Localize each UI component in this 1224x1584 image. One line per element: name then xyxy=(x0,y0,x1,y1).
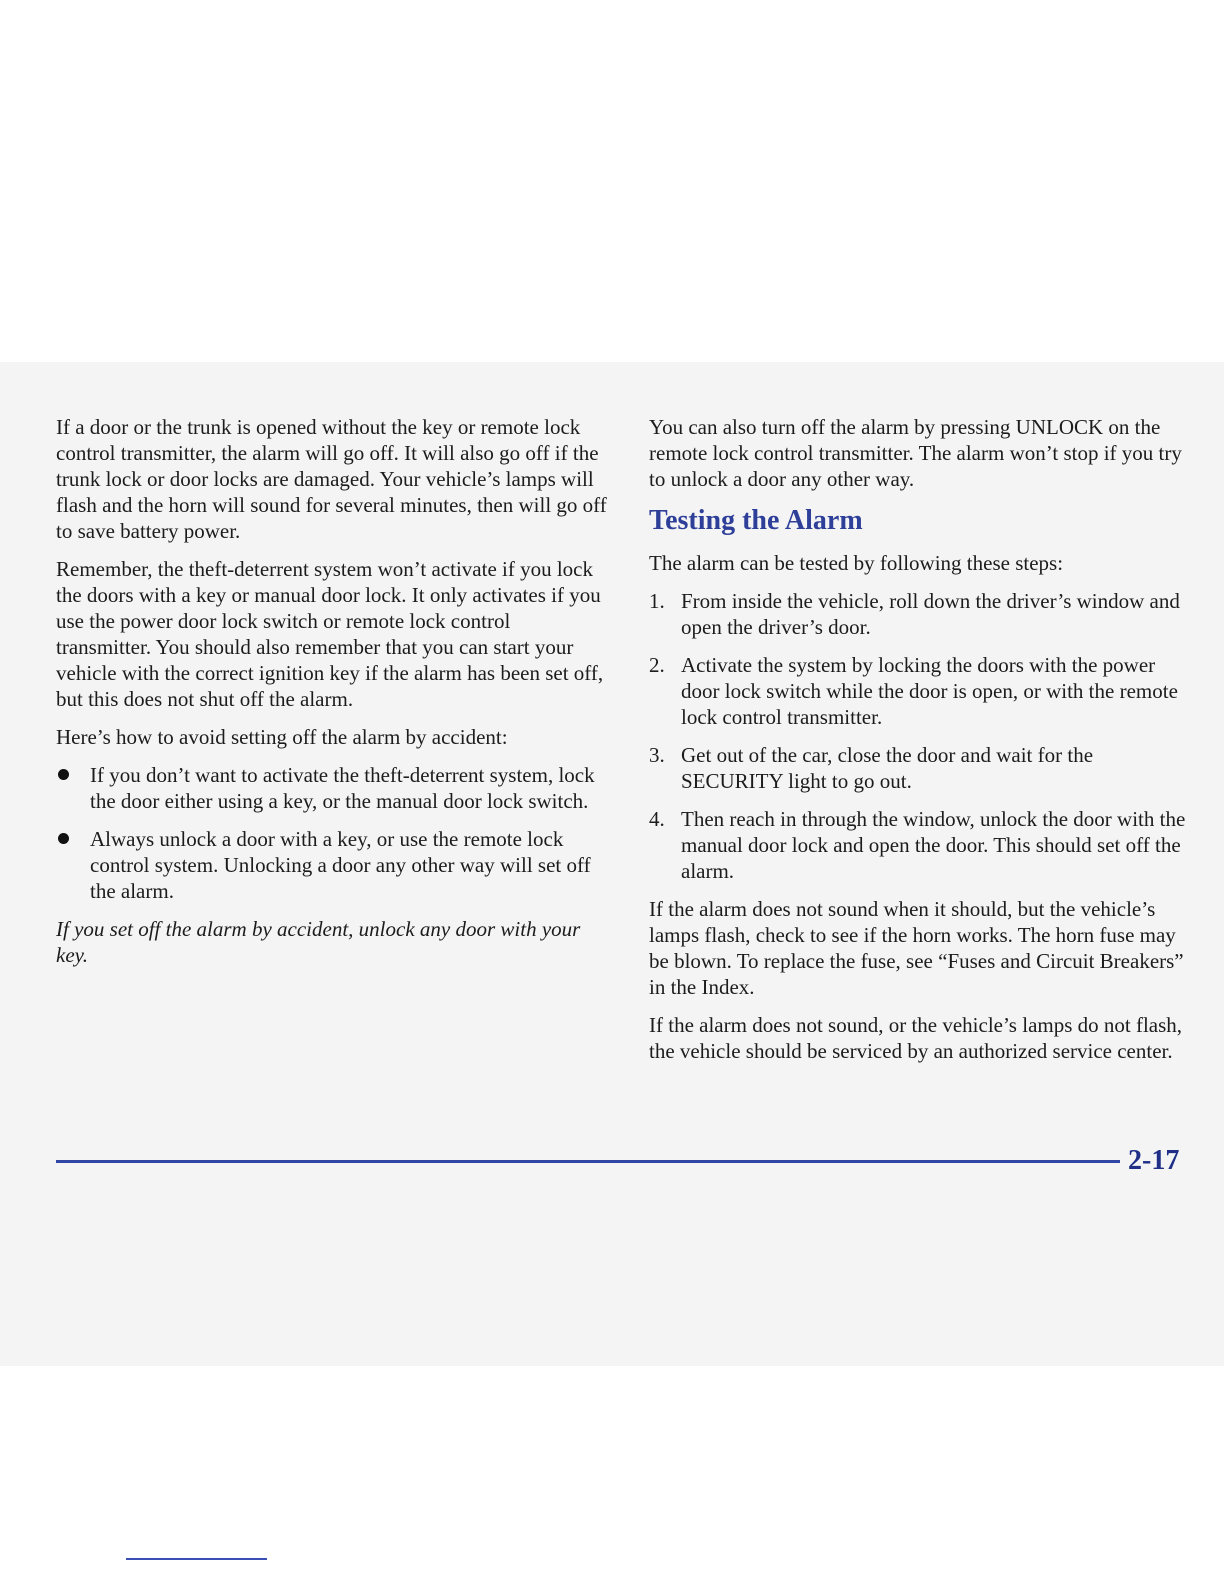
bullet-icon xyxy=(58,833,69,844)
step-text: Then reach in through the window, unlock the door with the manual door lock and open the door. This should set off the alarm. xyxy=(681,807,1186,883)
horn-check-paragraph: If the alarm does not sound when it should, but the vehicle’s lamps flash, check to see if the horn works. The horn fuse may be blown. To replace the fuse, see “Fuses and Circuit Breakers” in the Index. xyxy=(649,897,1184,999)
list-item xyxy=(56,826,608,904)
left-column xyxy=(56,414,608,980)
bullet-text: If you don’t want to activate the theft-deterrent system, lock the door either using a key, or the manual door lock switch. xyxy=(90,763,595,813)
step-text: From inside the vehicle, roll down the driver’s window and open the driver’s door. xyxy=(681,589,1180,639)
italic-note: If you set off the alarm by accident, unlock any door with your key. xyxy=(56,917,581,967)
service-paragraph: If the alarm does not sound, or the vehicle’s lamps do not flash, the vehicle should be serviced by an authorized service center. xyxy=(649,1013,1183,1063)
step-text: Get out of the car, close the door and wait for the SECURITY light to go out. xyxy=(681,743,1094,793)
list-item xyxy=(649,588,1197,640)
testing-intro: The alarm can be tested by following these steps: xyxy=(649,551,1064,575)
list-item xyxy=(649,652,1197,730)
footer-rule xyxy=(56,1160,1120,1163)
right-column xyxy=(649,414,1197,1076)
testing-steps-list xyxy=(649,588,1197,884)
activation-note-paragraph: Remember, the theft-deterrent system won’t activate if you lock the doors with a key or manual door lock. It only activates if you use the power door lock switch or remote lock control transmitter. You should also remember that you can start your vehicle with the correct ignition key if the alarm has been set off, but this does not shut off the alarm. xyxy=(56,557,604,711)
step-number: 1. xyxy=(649,589,665,613)
page-number: 2-17 xyxy=(1128,1145,1180,1176)
bottom-underline xyxy=(126,1558,267,1560)
list-item xyxy=(56,762,608,814)
alarm-trigger-paragraph: If a door or the trunk is opened without the key or remote lock control transmitter, the alarm will go off. It will also go off if the trunk lock or door locks are damaged. Your vehicle’s lamps will flash and the horn will sound for several minutes, then will go off to save battery power. xyxy=(56,415,607,543)
bullet-icon xyxy=(58,769,69,780)
bullet-text: Always unlock a door with a key, or use the remote lock control system. Unlocking a door any other way will set off the alarm. xyxy=(90,827,591,903)
step-number: 3. xyxy=(649,743,665,767)
list-item xyxy=(649,806,1197,884)
step-text: Activate the system by locking the doors with the power door lock switch while the door is open, or with the remote lock control transmitter. xyxy=(681,653,1178,729)
section-title: Testing the Alarm xyxy=(649,505,863,536)
list-item xyxy=(649,742,1197,794)
avoid-alarm-list xyxy=(56,762,608,904)
step-number: 2. xyxy=(649,653,665,677)
step-number: 4. xyxy=(649,807,665,831)
avoid-alarm-intro: Here’s how to avoid setting off the alarm by accident: xyxy=(56,725,508,749)
turn-off-alarm-paragraph: You can also turn off the alarm by pressing UNLOCK on the remote lock control transmitter. The alarm won’t stop if you try to unlock a door any other way. xyxy=(649,415,1182,491)
